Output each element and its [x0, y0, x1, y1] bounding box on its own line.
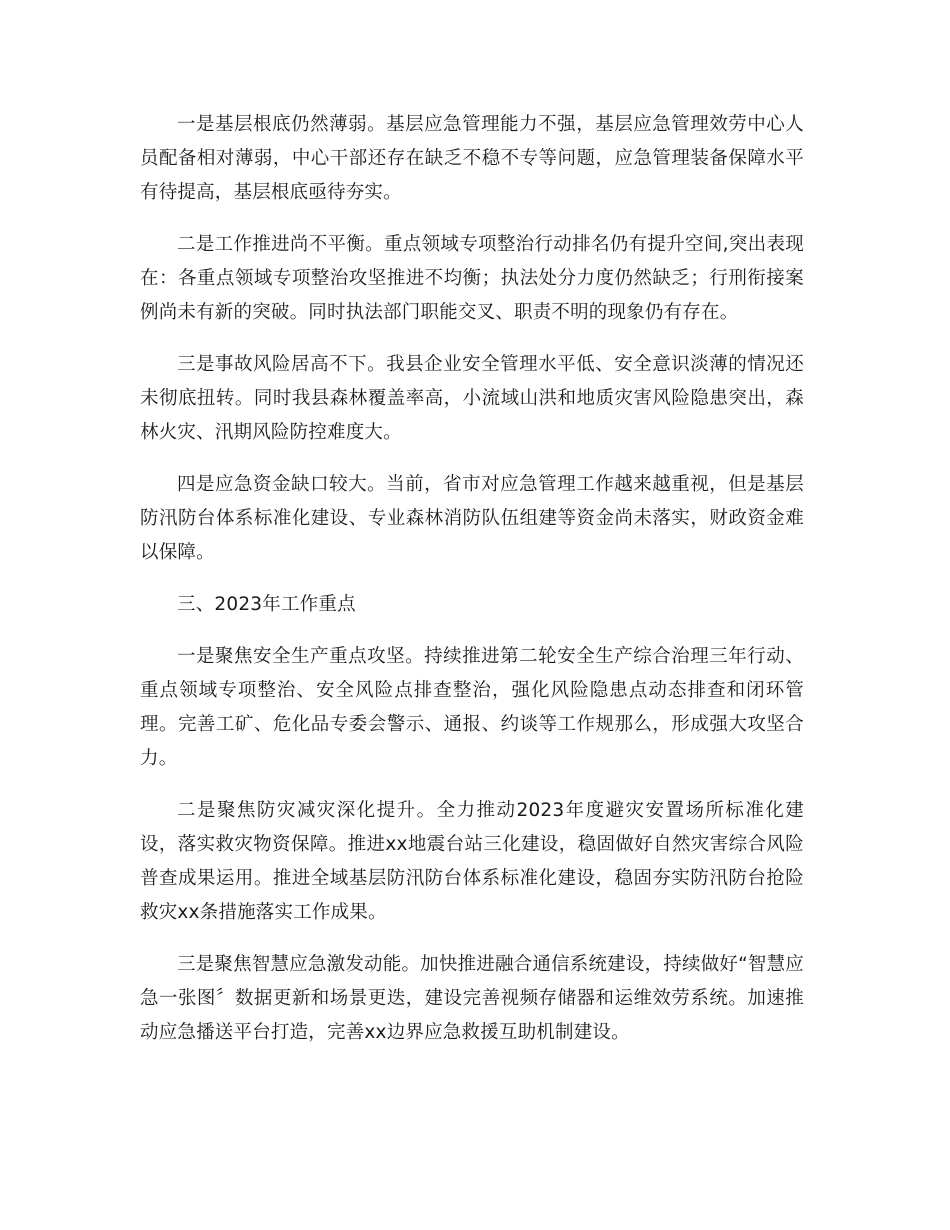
paragraph-work-unbalanced: 二是工作推进尚不平衡。重点领域专项整治行动排名仍有提升空间,突出表现在：各重点领域专项整治攻坚推进不均衡；执法处分力度仍然缺乏；行刑衔接案例尚未有新的突破。同时执法部门职能交叉、职责不明的现象仍有存在。 [140, 234, 804, 323]
paragraph-funding-gap: 四是应急资金缺口较大。当前，省市对应急管理工作越来越重视，但是基层防汛防台体系标准化建设、专业森林消防队伍组建等资金尚未落实，财政资金难以保障。 [140, 474, 804, 563]
paragraph-safety-production: 一是聚焦安全生产重点攻坚。持续推进第二轮安全生产综合治理三年行动、重点领域专项整治、安全风险点排查整治，强化风险隐患点动态排查和闭环管理。完善工矿、危化品专委会警示、通报、约谈等工作规那么，形成强大攻坚合力。 [140, 646, 804, 769]
paragraph-smart-emergency: 三是聚焦智慧应急激发动能。加快推进融合通信系统建设，持续做好“智慧应急一张图〞数据更新和场景更迭，建设完善视频存储器和运维效劳系统。加速推动应急播送平台打造，完善xx边界应急救援互助机制建设。 [140, 954, 804, 1043]
paragraph-accident-risk: 三是事故风险居高不下。我县企业安全管理水平低、安全意识淡薄的情况还未彻底扭转。同时我县森林覆盖率高，小流域山洪和地质灾害风险隐患突出，森林火灾、汛期风险防控难度大。 [140, 354, 804, 443]
document-body [140, 108, 804, 1068]
paragraph-grassroots-weak: 一是基层根底仍然薄弱。基层应急管理能力不强，基层应急管理效劳中心人员配备相对薄弱，中心干部还存在缺乏不稳不专等问题，应急管理装备保障水平有待提高，基层根底亟待夯实。 [140, 114, 804, 203]
paragraph-disaster-prevention: 二是聚焦防灾减灾深化提升。全力推动2023年度避灾安置场所标准化建设，落实救灾物资保障。推进xx地震台站三化建设，稳固做好自然灾害综合风险普查成果运用。推进全域基层防汛防台体系标准化建设，稳固夯实防汛防台抢险救灾xx条措施落实工作成果。 [140, 800, 804, 923]
section-heading-2023-priorities: 三、2023年工作重点 [177, 594, 356, 615]
